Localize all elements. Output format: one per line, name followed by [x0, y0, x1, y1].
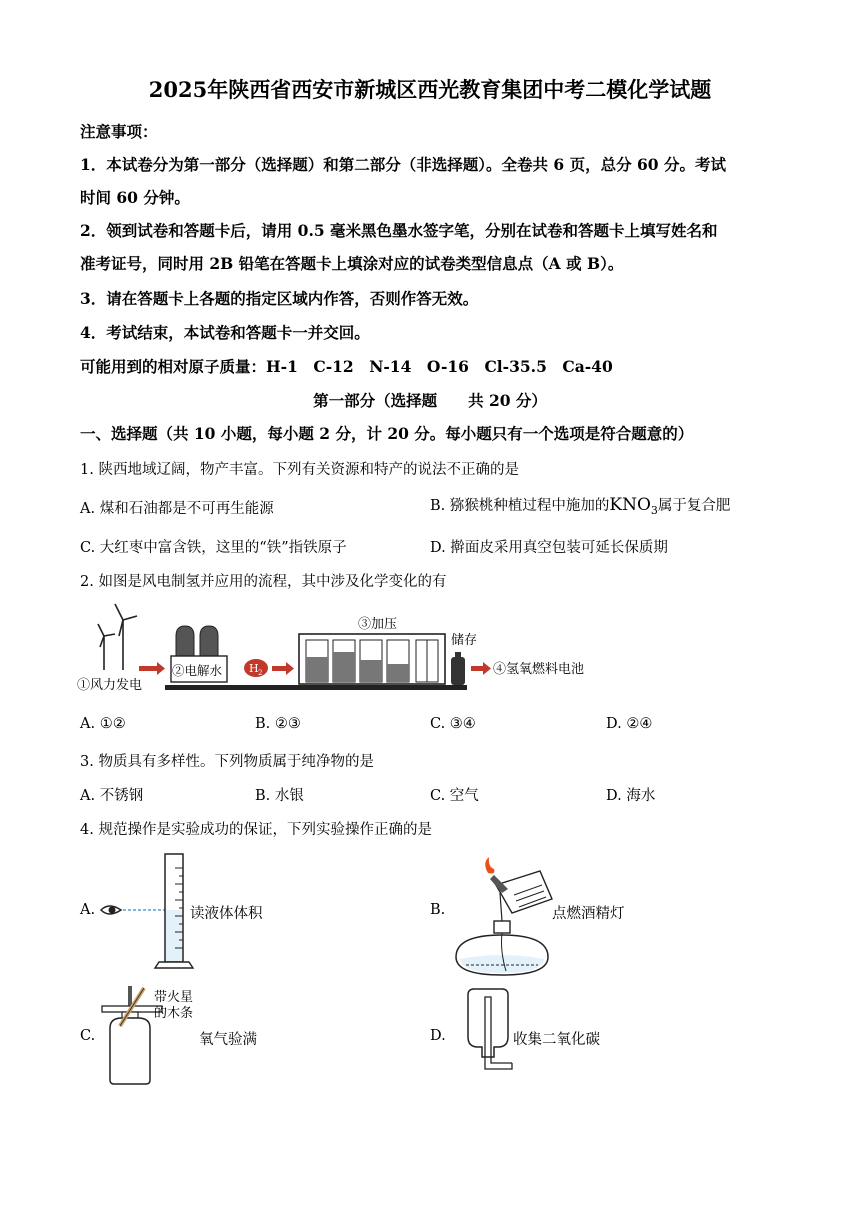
compressor-bank-icon: [299, 634, 445, 684]
notice-item-2b: 准考证号，同时用 2B 铅笔在答题卡上填涂对应的试卷类型信息点（A 或 B）。: [80, 254, 624, 273]
q4-option-a[interactable]: A.: [80, 902, 96, 918]
part1-heading: 第一部分（选择题 共 20 分）: [313, 391, 547, 410]
diagram-label-store: 储存: [451, 633, 478, 648]
q1-option-b-post: 属于复合肥: [657, 498, 731, 514]
q4-option-c-label: 氧气验满: [199, 1032, 257, 1048]
q3-stem: 3. 物质具有多样性。下列物质属于纯净物的是: [80, 754, 374, 770]
q3-option-d[interactable]: D. 海水: [606, 788, 656, 804]
wind-turbine-icon: [98, 604, 137, 670]
q1-option-b-sub: 3: [650, 503, 658, 517]
notice-heading: 注意事项：: [80, 122, 158, 141]
q4-option-d-label: 收集二氧化碳: [513, 1032, 600, 1048]
diagram-label-wind: ①风力发电: [77, 678, 143, 693]
q4-option-c-stick-line2: 的木条: [154, 1006, 194, 1021]
q1-option-b-pre: B. 猕猴桃种植过程中施加的: [430, 498, 610, 514]
notice-item-4: 4．考试结束，本试卷和答题卡一并交回。: [80, 323, 370, 342]
notice-item-1b: 时间 60 分钟。: [80, 188, 190, 207]
q2-option-d[interactable]: D. ②④: [606, 716, 653, 732]
flow-arrow-icon: [272, 662, 294, 675]
wind-hydrogen-flow-diagram: [75, 600, 605, 700]
diagram-h2-sub: 2: [258, 669, 263, 677]
diagram-h2-label: H: [249, 662, 259, 675]
storage-tank-icon: [451, 652, 465, 685]
q1-option-b[interactable]: [430, 494, 730, 517]
q2-option-b[interactable]: B. ②③: [255, 716, 301, 732]
q1-option-b-formula: KNO: [609, 495, 651, 515]
notice-item-3: 3．请在答题卡上各题的指定区域内作答，否则作答无效。: [80, 289, 479, 308]
diagram-label-pressurize: ③加压: [358, 617, 398, 632]
diagram-label-electrolysis: ②电解水: [172, 663, 223, 678]
graduated-cylinder-reading-icon: [95, 848, 200, 973]
q2-option-c[interactable]: C. ③④: [430, 716, 476, 732]
q1-option-c[interactable]: C. 大红枣中富含铁，这里的“铁”指铁原子: [80, 540, 347, 556]
q4-option-c[interactable]: C.: [80, 1028, 96, 1044]
co2-collection-bottle-icon: [460, 985, 520, 1085]
q3-option-a[interactable]: A. 不锈钢: [80, 788, 144, 804]
q4-stem: 4. 规范操作是实验成功的保证，下列实验操作正确的是: [80, 822, 432, 838]
q2-stem: 2. 如图是风电制氢并应用的流程，其中涉及化学变化的有: [80, 574, 447, 590]
q4-option-d[interactable]: D.: [430, 1028, 446, 1044]
q3-option-b[interactable]: B. 水银: [255, 788, 304, 804]
atomic-mass-line: 可能用到的相对原子质量：H-1 C-12 N-14 O-16 Cl-35.5 Ca-40: [80, 357, 613, 376]
alcohol-lamp-lighting-icon: [442, 855, 554, 980]
diagram-label-fuel-cell: ④氢氧燃料电池: [493, 662, 585, 677]
q4-option-b-label: 点燃酒精灯: [552, 906, 625, 922]
section1-heading: 一、选择题（共 10 小题，每小题 2 分，计 20 分。每小题只有一个选项是符合题意的）: [80, 424, 694, 443]
q1-option-a[interactable]: A. 煤和石油都是不可再生能源: [80, 501, 274, 517]
notice-item-1a: 1．本试卷分为第一部分（选择题）和第二部分（非选择题）。全卷共 6 页，总分 60 分。考试: [80, 155, 726, 174]
q4-option-c-stick-line1: 带火星: [154, 990, 194, 1005]
page-title: 2025年陕西省西安市新城区西光教育集团中考二模化学试题: [148, 77, 712, 102]
diagram-base-bar: [165, 685, 467, 690]
q1-stem: 1. 陕西地域辽阔，物产丰富。下列有关资源和特产的说法不正确的是: [80, 462, 519, 478]
q2-option-a[interactable]: A. ①②: [80, 716, 126, 732]
q1-option-d[interactable]: D. 擀面皮采用真空包装可延长保质期: [430, 540, 668, 556]
q4-option-b[interactable]: B.: [430, 902, 446, 918]
flow-arrow-icon: [471, 662, 491, 675]
q3-option-c[interactable]: C. 空气: [430, 788, 479, 804]
h2-badge: [244, 659, 268, 677]
flow-arrow-icon: [139, 662, 165, 675]
notice-item-2a: 2．领到试卷和答题卡后，请用 0.5 毫米黑色墨水签字笔，分别在试卷和答题卡上填写姓名和: [80, 221, 718, 240]
q4-option-a-label: 读液体体积: [190, 906, 263, 922]
